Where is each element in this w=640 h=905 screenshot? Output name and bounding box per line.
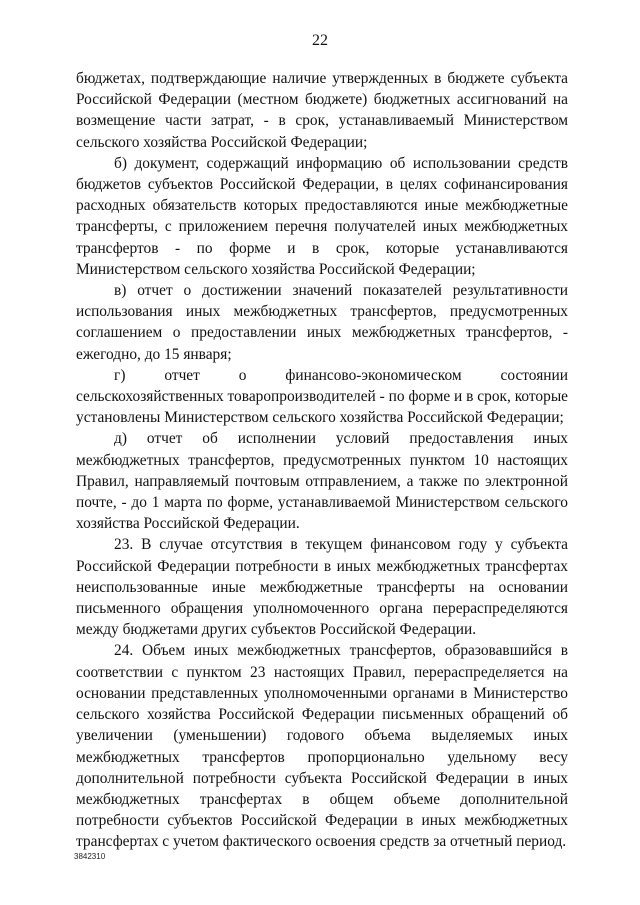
paragraph-clause-23: 23. В случае отсутствия в текущем финансовом году у субъекта Российской Федерации потребности в иных межбюджетных трансфертах неиспользованные иные межбюджетные трансферты на основании письменного обращения уполномоченного органа перераспределяются между бюджетами других субъектов Российской Федерации. <box>76 536 568 639</box>
document-code: 3842310 <box>74 852 106 861</box>
page-number: 22 <box>312 32 328 49</box>
paragraph-item-g: г) отчет о финансово-экономическом состоянии сельскохозяйственных товаропроизводителей - по форме и в срок, которые установлены Министерством сельского хозяйства Российской Федерации; <box>76 366 568 427</box>
paragraph-clause-24: 24. Объем иных межбюджетных трансфертов, образовавшийся в соответствии с пунктом 23 настоящих Правил, перераспределяется на основании представленных уполномоченными органами в Министерство сельского хозяйства Российской Федерации письменных обращений об увеличении (уменьшении) годового объема выделяемых иных межбюджетных трансфертов пропорционально удельному весу дополнительной потребности субъекта Российской Федерации в иных межбюджетных трансфертах в общем объеме дополнительной потребности субъектов Российской Федерации в иных межбюджетных трансфертах с учетом фактического освоения средств за отчетный период. <box>76 642 568 851</box>
paragraph-item-b: б) документ, содержащий информацию об использовании средств бюджетов субъектов Российской Федерации, в целях софинансирования расходных обязательств которых предоставляются иные межбюджетные трансферты, с приложением перечня получателей иных межбюджетных трансфертов - по форме и в срок, которые устанавливаются Министерством сельского хозяйства Российской Федерации; <box>76 154 568 278</box>
paragraph-continuation: бюджетах, подтверждающие наличие утвержденных в бюджете субъекта Российской Федерации (местном бюджете) бюджетных ассигнований на возмещение части затрат, - в срок, устанавливаемый Министерством сельского хозяйства Российской Федерации; <box>76 70 568 151</box>
paragraph-item-d: д) отчет об исполнении условий предоставления иных межбюджетных трансфертов, предусмотренных пунктом 10 настоящих Правил, направляемый почтовым отправлением, а также по электронной почте, - до 1 марта по форме, устанавливаемой Министерством сельского хозяйства Российской Федерации. <box>76 430 568 533</box>
document-body <box>76 68 568 853</box>
paragraph-item-v: в) отчет о достижении значений показателей результативности использования иных межбюджетных трансфертов, предусмотренных соглашением о предоставлении иных межбюджетных трансфертов, - ежегодно, до 15 января; <box>76 282 568 363</box>
